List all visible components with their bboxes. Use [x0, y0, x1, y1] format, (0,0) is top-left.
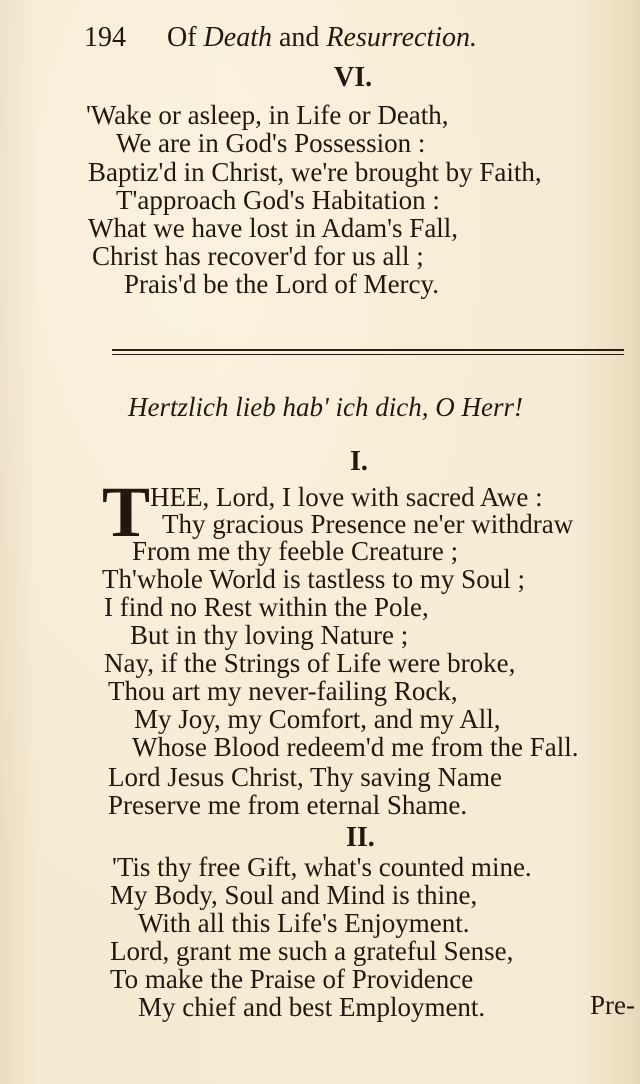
stanza-number-ii: II. [346, 822, 375, 853]
verse-line: Nay, if the Strings of Life were broke, [104, 648, 516, 678]
verse-line: My chief and best Employment. [138, 992, 486, 1022]
tune-title: Hertzlich lieb hab' ich dich, O Herr! [128, 392, 523, 422]
verse-line: My Body, Soul and Mind is thine, [110, 880, 478, 910]
verse-line: With all this Life's Enjoyment. [138, 908, 470, 938]
verse-line: My Joy, my Comfort, and my All, [134, 704, 501, 734]
verse-line: Whose Blood redeem'd me from the Fall. [132, 732, 579, 762]
verse-line: Christ has recover'd for us all ; [92, 241, 424, 271]
verse-line: 'Tis thy free Gift, what's counted mine. [112, 852, 532, 882]
verse-line: We are in God's Possession : [116, 128, 426, 158]
page-number: 194 [84, 22, 126, 53]
catchword: Pre- [590, 990, 635, 1020]
verse-line: Preserve me from eternal Shame. [108, 790, 468, 820]
verse-line: Baptiz'd in Christ, we're brought by Faith, [88, 157, 542, 187]
verse-line: T'approach God's Habitation : [116, 185, 440, 215]
verse-line: 'Wake or asleep, in Life or Death, [86, 100, 449, 130]
drop-cap-letter: T [102, 472, 151, 552]
header-word-of: Of [167, 22, 197, 53]
stanza-number-i: I. [350, 446, 368, 477]
verse-line: Th'whole World is tastless to my Soul ; [102, 564, 525, 594]
verse-line: HEE, Lord, I love with sacred Awe : [150, 482, 543, 512]
header-word-resurrection: Resurrection. [326, 22, 478, 53]
verse-line: What we have lost in Adam's Fall, [88, 213, 459, 243]
verse-line: Lord, grant me such a grateful Sense, [110, 936, 514, 966]
verse-line: From me thy feeble Creature ; [132, 536, 459, 566]
verse-line: I find no Rest within the Pole, [104, 592, 429, 622]
verse-line: To make the Praise of Providence [110, 964, 474, 994]
verse-line: Thy gracious Presence ne'er withdraw [162, 509, 574, 539]
running-header [84, 22, 477, 54]
verse-line: Prais'd be the Lord of Mercy. [124, 269, 440, 299]
verse-line: But in thy loving Nature ; [130, 620, 409, 650]
verse-line: Lord Jesus Christ, Thy saving Name [108, 762, 502, 792]
verse-line: Thou art my never-failing Rock, [108, 676, 458, 706]
section-divider-rule [112, 349, 624, 351]
header-word-and: and [278, 22, 320, 53]
header-word-death: Death [203, 22, 272, 53]
stanza-number-vi: VI. [334, 62, 373, 93]
